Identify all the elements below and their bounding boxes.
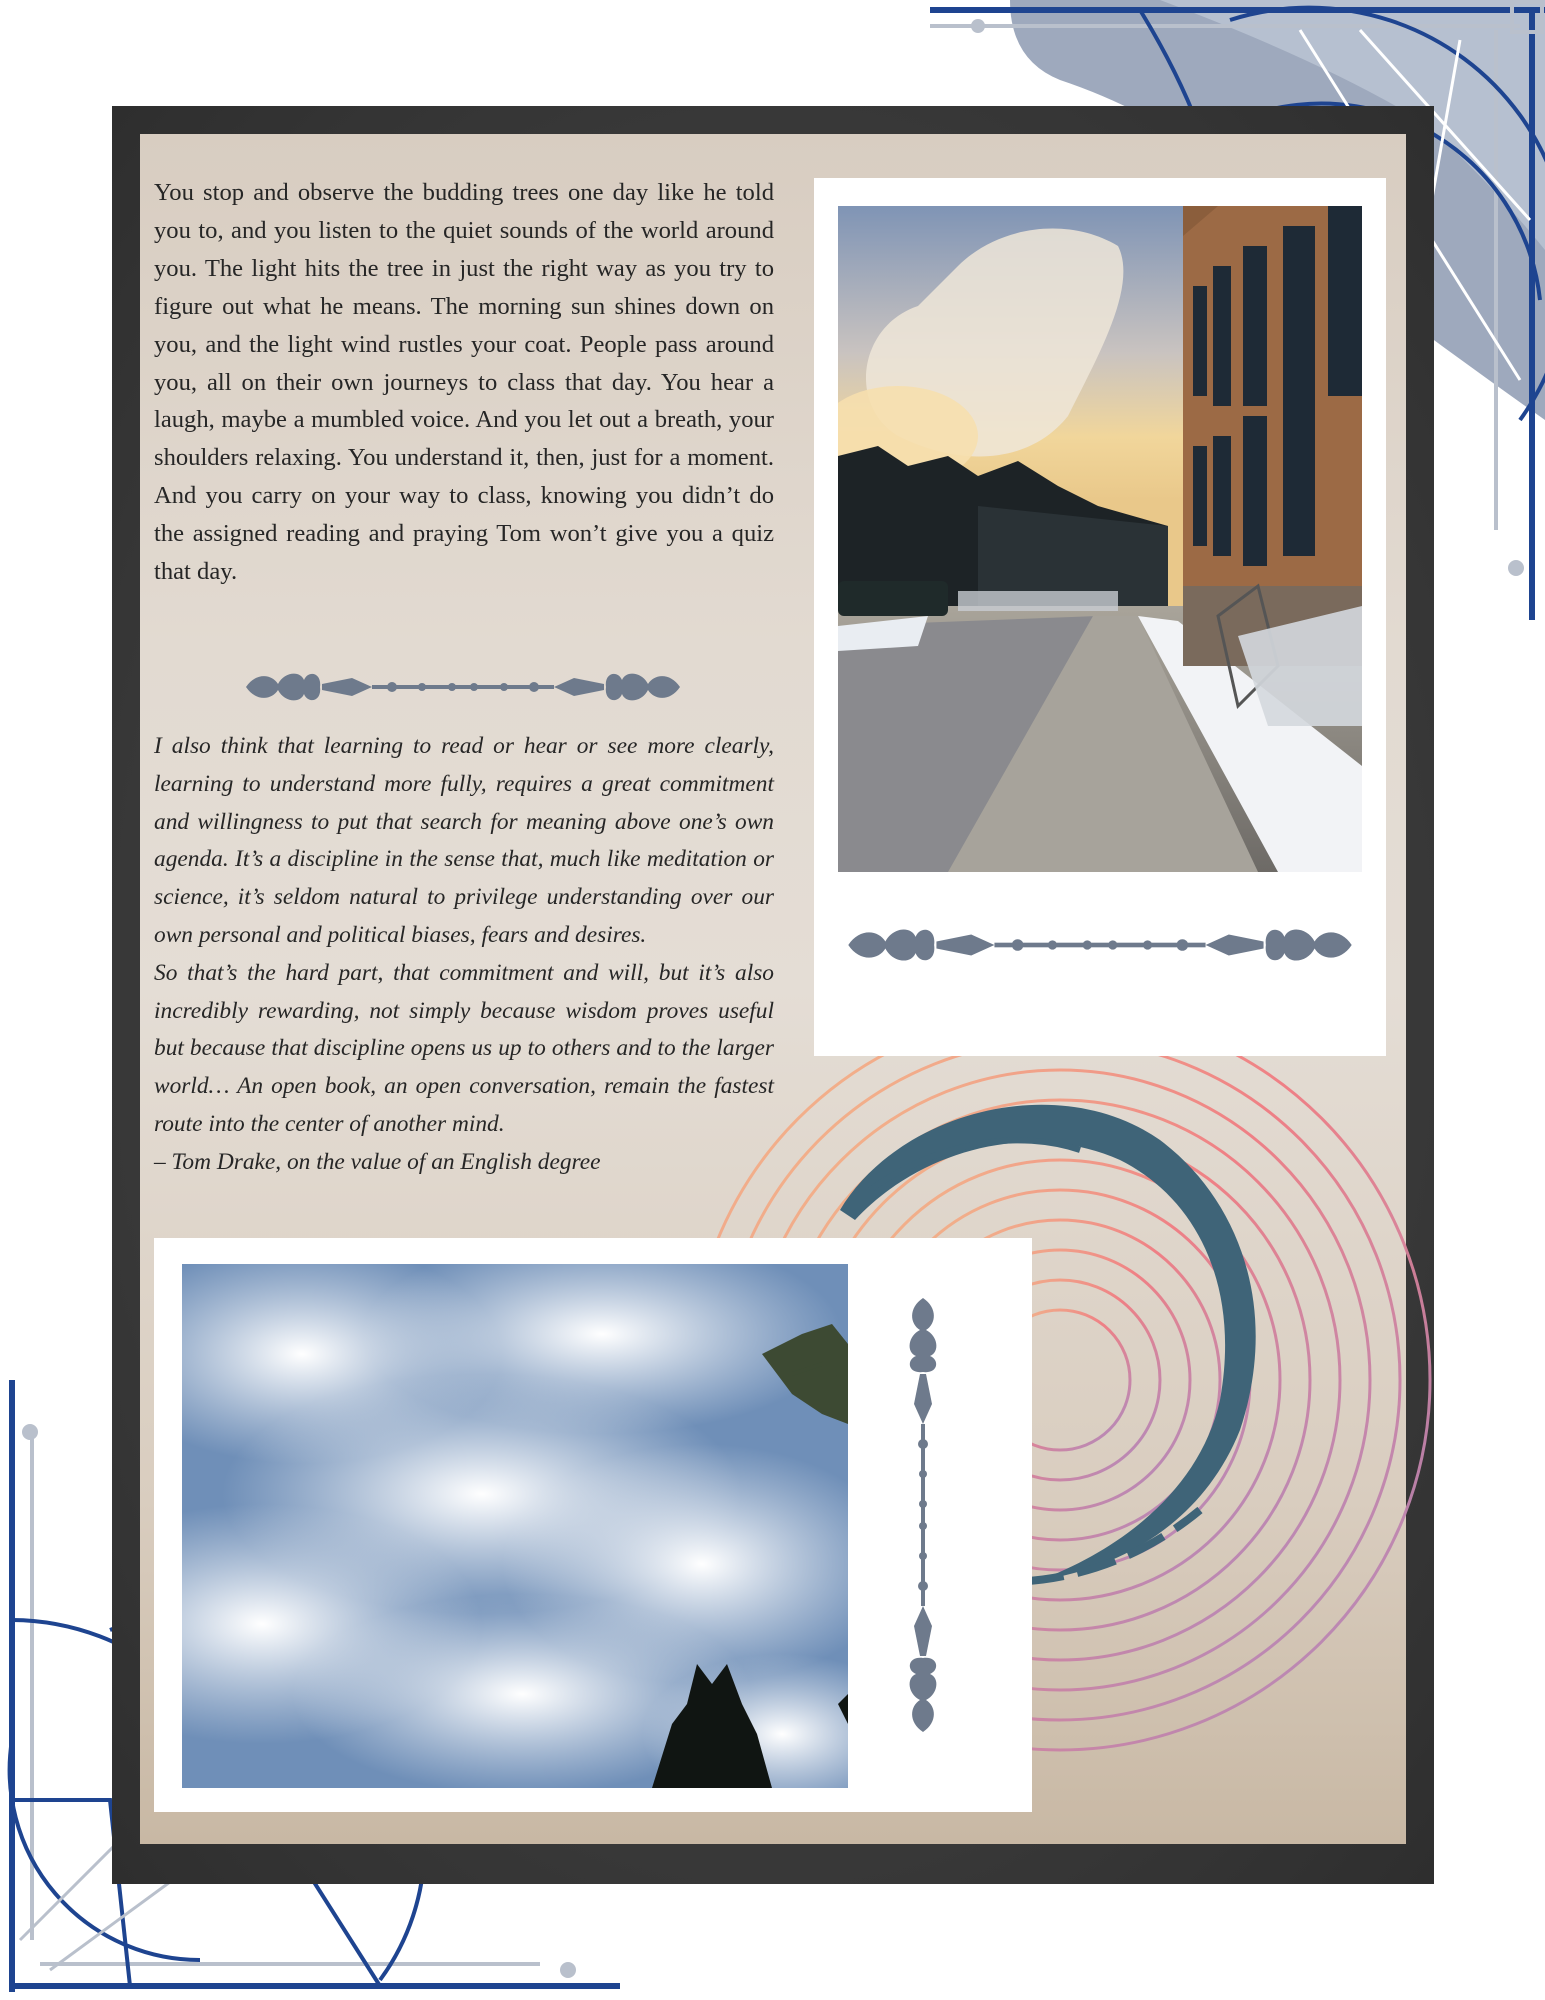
quote-paragraph: I also think that learning to read or hear or see more clearly, learning to understand more fully, requires a great commitment and willingness to put that search for meaning above one’s own agenda. It’s a discipline in the sense that, much like meditation or science, it’s seldom natural to privilege understanding over our own personal and political biases, fears and desires. xyxy=(154,733,774,948)
quote-attribution: – Tom Drake, on the value of an English degree xyxy=(154,1148,601,1175)
vertical-ornament-icon xyxy=(898,1250,948,1780)
quote-block xyxy=(154,728,774,1182)
ornament-divider-icon xyxy=(242,662,684,712)
body-paragraph: You stop and observe the budding trees one day like he told you to, and you listen to the quiet sounds of the world around you. The light hits the tree in just the right way as you try to figure out what he means. The morning sun shines down on you, and the light wind rustles your coat. People pass around you, all on their own journeys to class that day. You hear a laugh, maybe a mumbled voice. And you let out a breath, your shoulders relaxing. You understand it, then, just for a moment. And you carry on your way to class, knowing you didn’t do the assigned reading and praying Tom won’t give you a quiz that day. xyxy=(154,179,774,586)
quote-paragraph: So that’s the hard part, that commitment and will, but it’s also incredibly rewarding, not simply because wisdom proves useful but because that discipline opens us up to others and to the larger world… An open book, an open conversation, remain the fastest route into the center of another mind. xyxy=(154,959,774,1137)
cloudy-sky-photo xyxy=(182,1264,848,1788)
campus-sidewalk-photo xyxy=(838,206,1362,872)
ornament-divider-icon xyxy=(836,916,1364,974)
